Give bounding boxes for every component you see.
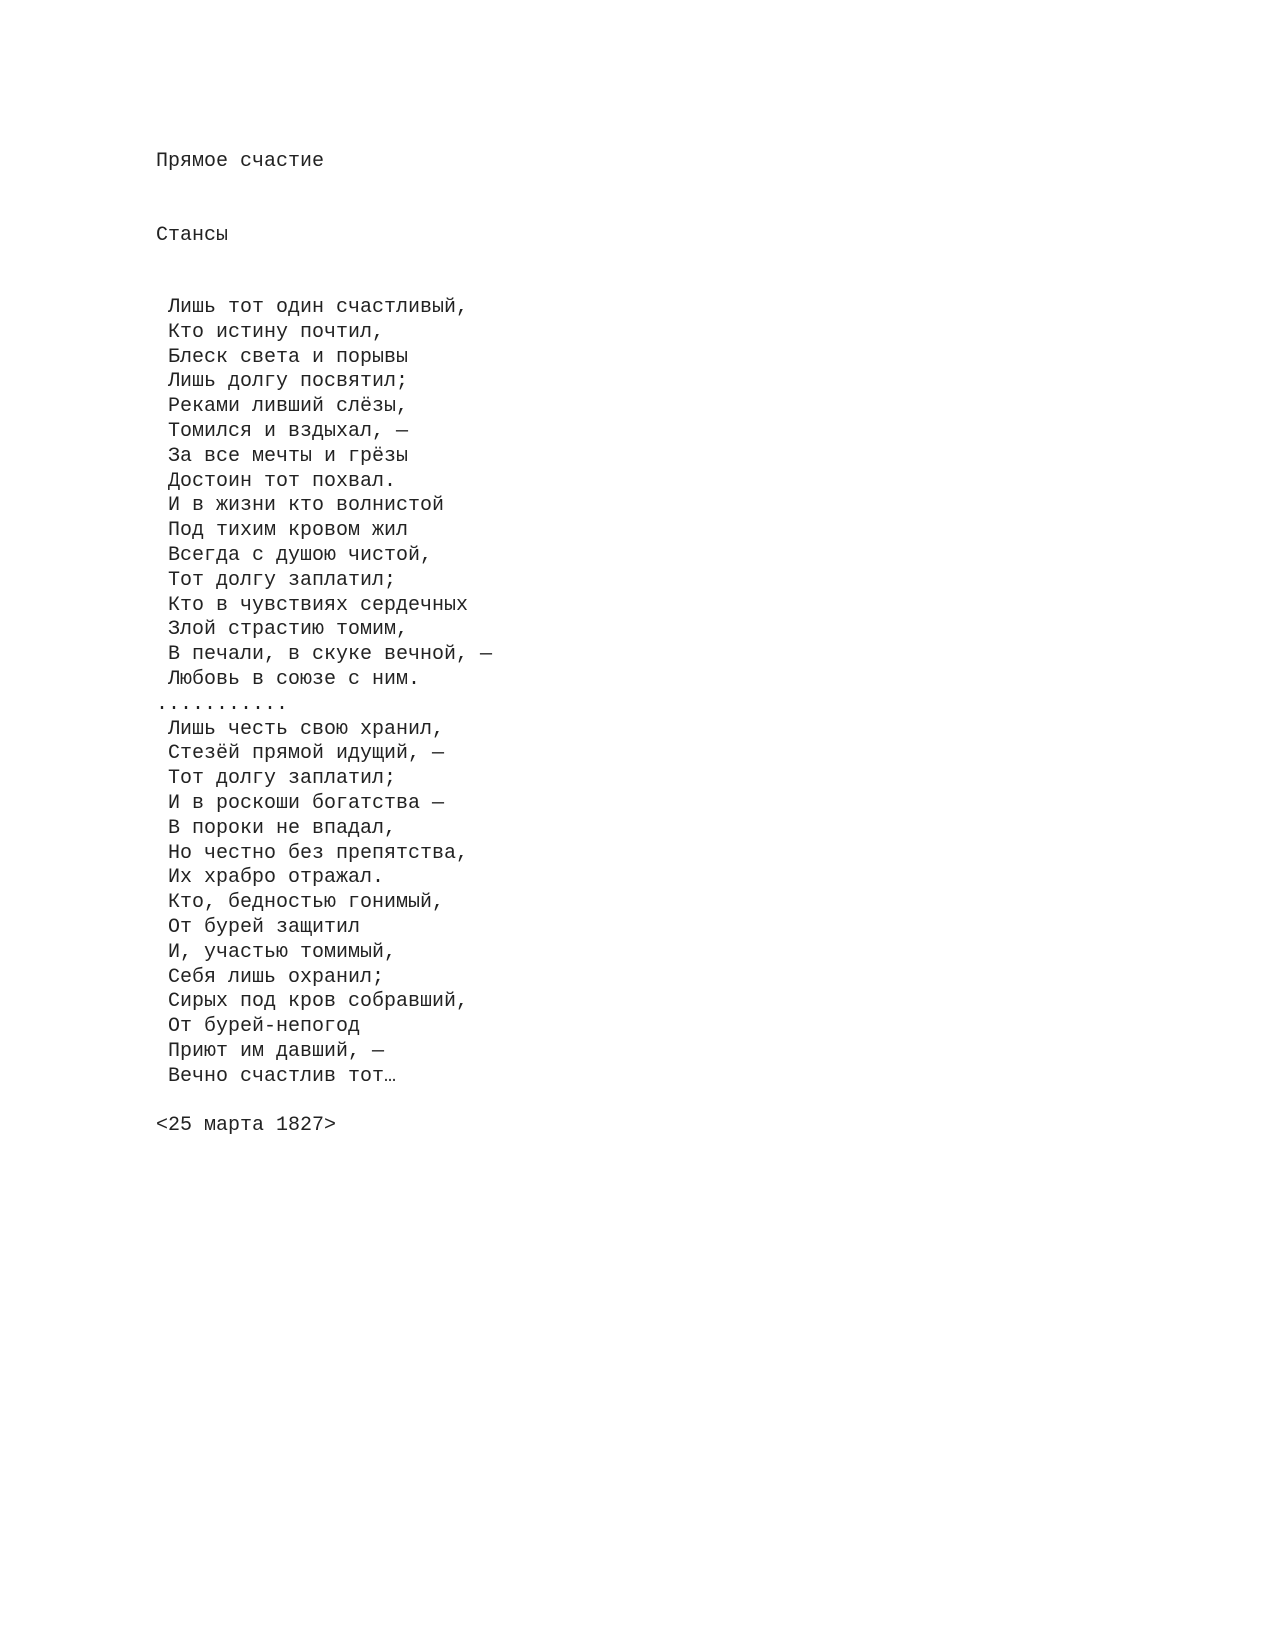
poem-subtitle: Стансы: [156, 224, 229, 247]
poem-line: Злой страстию томим,: [156, 618, 409, 642]
poem-line: Тот долгу заплатил;: [156, 568, 397, 592]
poem-line: От бурей-непогод: [156, 1015, 361, 1039]
poem-line: Кто в чувствиях сердечных: [156, 593, 469, 617]
poem-line: За все мечты и грёзы: [156, 444, 409, 468]
poem-line: Под тихим кровом жил: [156, 519, 409, 543]
poem-line: В печали, в скуке вечной, —: [156, 643, 493, 667]
poem-line: Реками ливший слёзы,: [156, 395, 409, 419]
poem-line: И в роскоши богатства —: [156, 791, 445, 815]
poem-line: Кто истину почтил,: [156, 320, 385, 344]
poem-line: Всегда с душою чистой,: [156, 543, 433, 567]
poem-line: Блеск света и порывы: [156, 345, 409, 369]
poem-body: [156, 296, 492, 1090]
poem-line: Лишь тот один счастливый,: [156, 296, 469, 319]
poem-line: Сирых под кров собравший,: [156, 990, 469, 1014]
poem-line: Стезёй прямой идущий, —: [156, 742, 445, 766]
poem-line: И, участью томимый,: [156, 940, 397, 964]
poem-line: Но честно без препятства,: [156, 841, 469, 865]
poem-line: Себя лишь охранил;: [156, 965, 385, 989]
poem-title: Прямое счастие: [156, 150, 325, 173]
poem-line: Достоин тот похвал.: [156, 469, 397, 493]
poem-line: Лишь честь свою хранил,: [156, 717, 445, 741]
ellipsis-separator: ...........: [156, 692, 289, 716]
poem-line: Лишь долгу посвятил;: [156, 370, 409, 394]
poem-line: Приют им давший, —: [156, 1039, 385, 1063]
poem-line: Кто, бедностью гонимый,: [156, 891, 445, 915]
poem-line: Любовь в союзе с ним.: [156, 667, 421, 691]
poem-line: В пороки не впадал,: [156, 816, 397, 840]
poem-line: Томился и вздыхал, —: [156, 419, 409, 443]
poem-line: Их храбро отражал.: [156, 866, 385, 890]
poem-line: Тот долгу заплатил;: [156, 767, 397, 791]
poem-line: Вечно счастлив тот…: [156, 1064, 397, 1088]
poem-date: <25 марта 1827>: [156, 1114, 337, 1137]
poem-line: От бурей защитил: [156, 915, 361, 939]
poem-line: И в жизни кто волнистой: [156, 494, 445, 518]
